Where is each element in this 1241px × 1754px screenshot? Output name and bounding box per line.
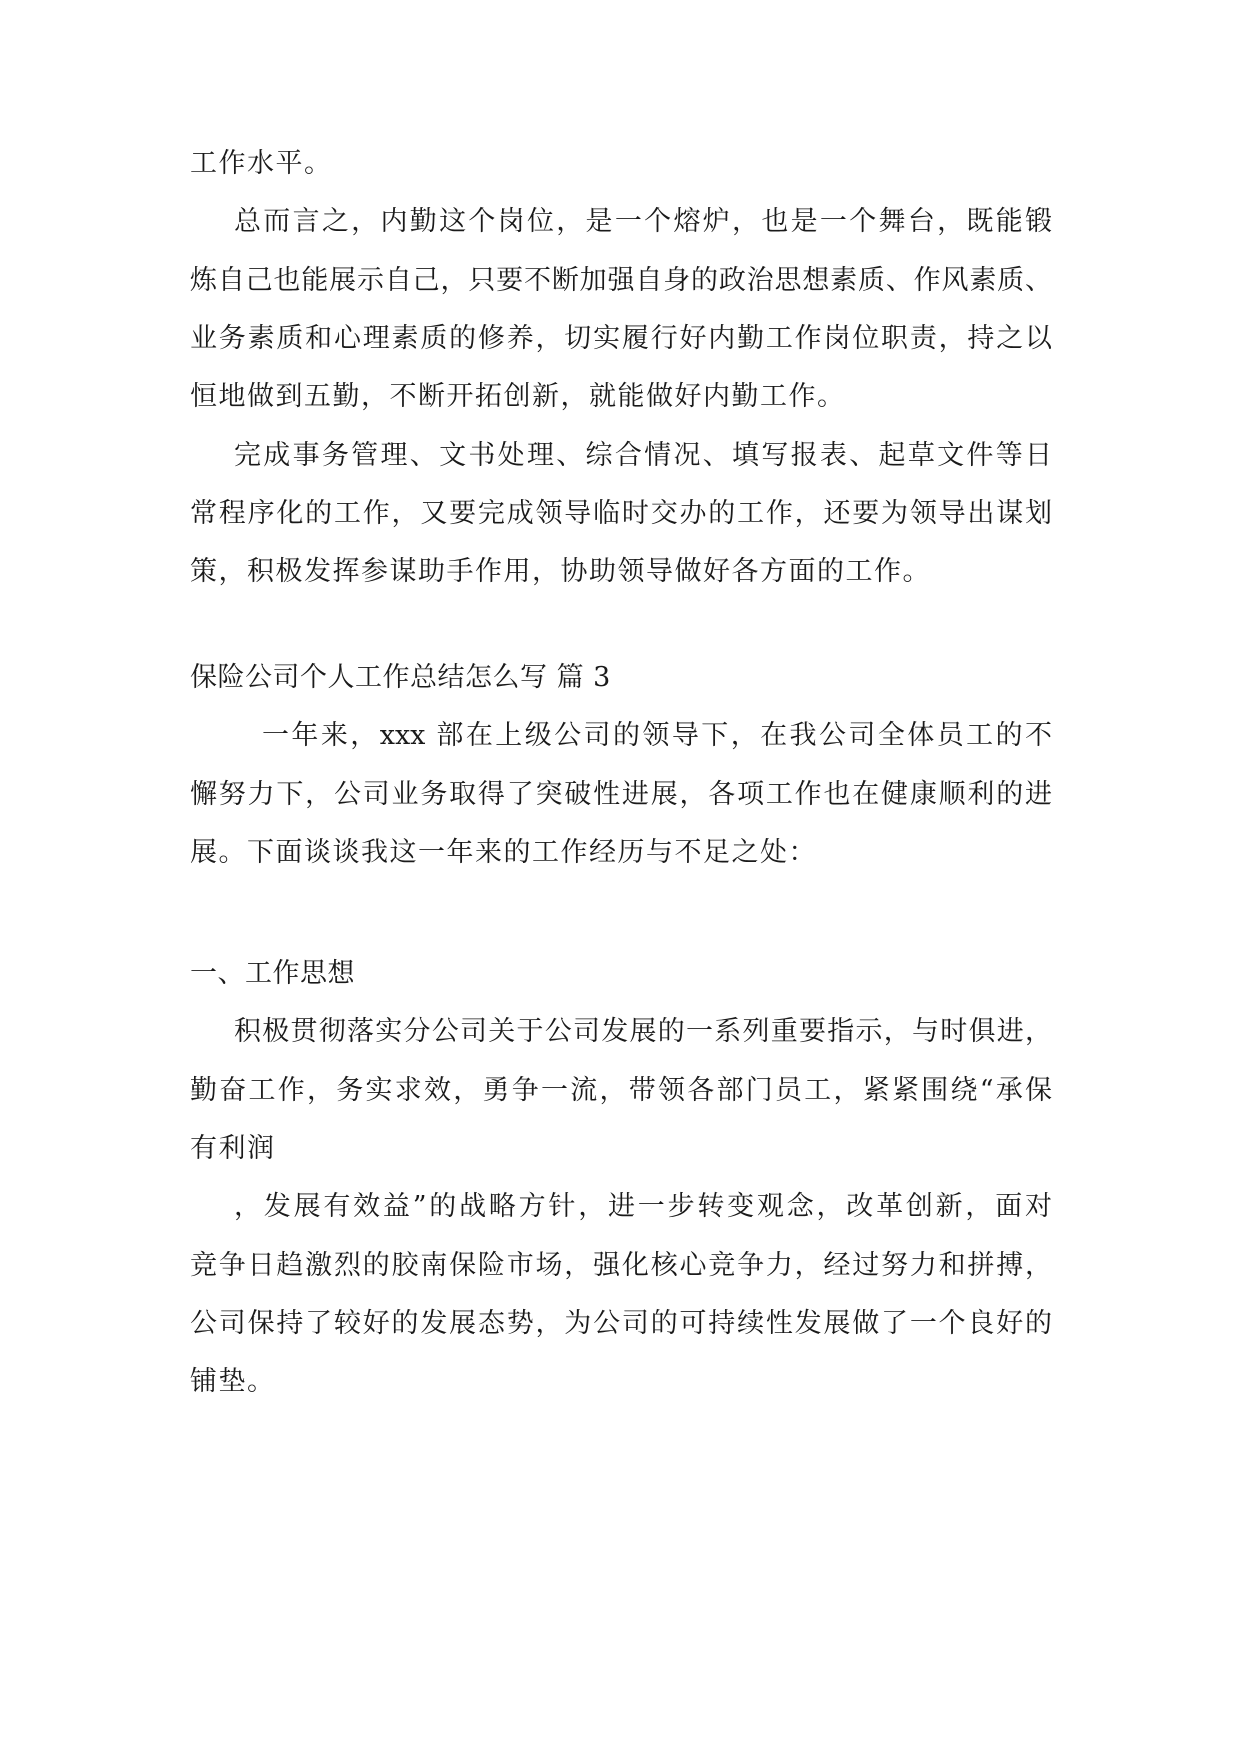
- paragraph-line: 积极贯彻落实分公司关于公司发展的一系列重要指示，与时俱进，: [234, 1016, 1052, 1047]
- paragraph-line: 恒地做到五勤，不断开拓创新，就能做好内勤工作。: [190, 381, 846, 412]
- paragraph-line: ，发展有效益”的战略方针，进一步转变观念，改革创新，面对: [234, 1191, 1052, 1222]
- paragraph-line: 懈努力下，公司业务取得了突破性进展，各项工作也在健康顺利的进: [190, 779, 1052, 810]
- paragraph-line: 公司保持了较好的发展态势，为公司的可持续性发展做了一个良好的: [190, 1308, 1052, 1339]
- subsection-heading: 一、工作思想: [190, 958, 355, 989]
- paragraph-line: 工作水平。: [190, 148, 333, 179]
- paragraph-line: 有利润: [190, 1133, 276, 1164]
- paragraph-line: 勤奋工作，务实求效，勇争一流，带领各部门员工，紧紧围绕“承保: [190, 1075, 1052, 1106]
- paragraph-line: 常程序化的工作，又要完成领导临时交办的工作，还要为领导出谋划: [190, 498, 1052, 529]
- paragraph-line: 策，积极发挥参谋助手作用，协助领导做好各方面的工作。: [190, 556, 931, 587]
- section-title: 保险公司个人工作总结怎么写 篇 3: [190, 662, 611, 693]
- paragraph-line: 炼自己也能展示自己，只要不断加强自身的政治思想素质、作风素质、: [190, 265, 1052, 296]
- paragraph-line: 竞争日趋激烈的胶南保险市场，强化核心竞争力，经过努力和拼搏，: [190, 1250, 1052, 1281]
- paragraph-line: 总而言之，内勤这个岗位，是一个熔炉，也是一个舞台，既能锻: [234, 206, 1052, 237]
- paragraph-line: 展。下面谈谈我这一年来的工作经历与不足之处：: [190, 837, 817, 868]
- paragraph-line: 铺垫。: [190, 1366, 276, 1397]
- paragraph-line: 一年来，xxx 部在上级公司的领导下，在我公司全体员工的不: [262, 720, 1052, 751]
- paragraph-line: 业务素质和心理素质的修养，切实履行好内勤工作岗位职责，持之以: [190, 323, 1052, 354]
- paragraph-line: 完成事务管理、文书处理、综合情况、填写报表、起草文件等日: [234, 440, 1052, 471]
